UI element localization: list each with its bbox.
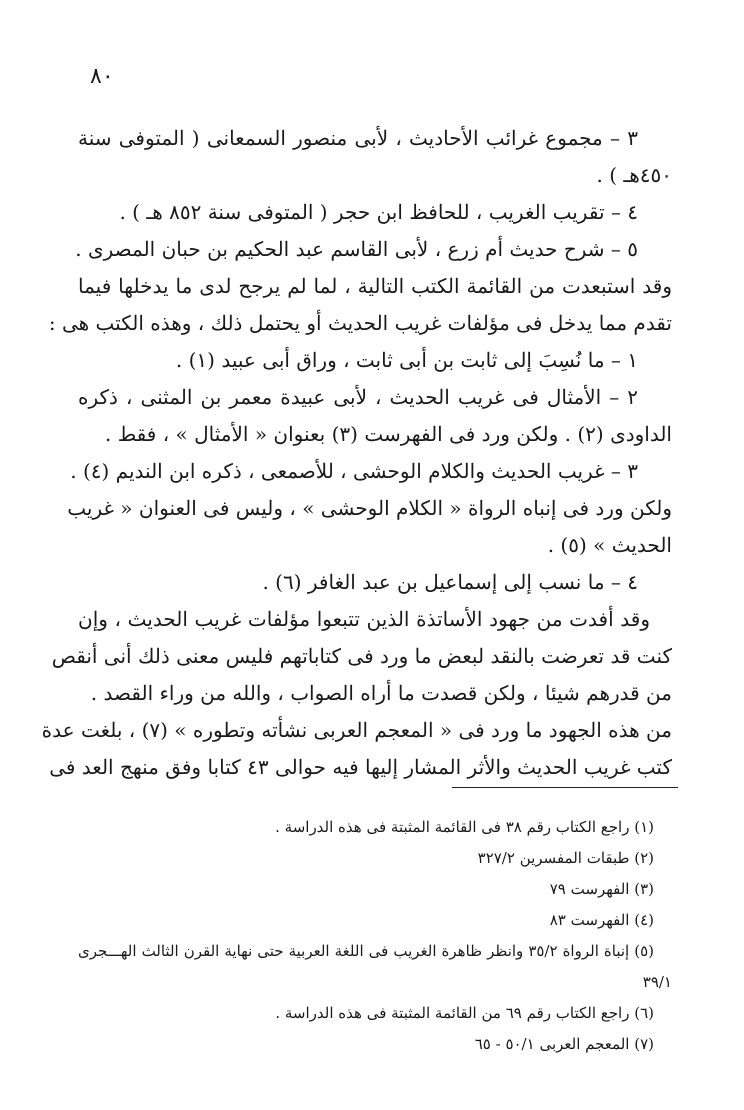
footnote: (٢) طبقات المفسرين ٣٢٧/٢ [477, 849, 654, 867]
body-line: من هذه الجهود ما ورد فى « المعجم العربى نشأته وتطوره » (٧) ، بلغت عدة [41, 718, 672, 742]
body-line: تقدم مما يدخل فى مؤلفات غريب الحديث أو يحتمل ذلك ، وهذه الكتب هى : [48, 311, 672, 335]
body-line: وقد أفدت من جهود الأساتذة الذين تتبعوا مؤلفات غريب الحديث ، وإن [78, 607, 650, 631]
body-line: الداودى (٢) . ولكن ورد فى الفهرست (٣) بعنوان « الأمثال » ، فقط . [104, 422, 672, 446]
body-line: الحديث » (٥) . [547, 533, 672, 557]
body-line: كتب غريب الحديث والأثر المشار إليها فيه حوالى ٤٣ كتابا وفق منهج العد فى [49, 755, 672, 779]
footnote-divider [452, 787, 678, 788]
body-line: ٥ – شرح حديث أم زرع ، لأبى القاسم عبد الحكيم بن حبان المصرى . [75, 237, 638, 261]
page-number: ٨٠ [90, 64, 114, 89]
body-text [41, 120, 672, 786]
body-line: ولكن ورد فى إنباه الرواة « الكلام الوحشى » ، وليس فى العنوان « غريب [67, 496, 672, 520]
footnote: (١) راجع الكتاب رقم ٣٨ فى القائمة المثبتة فى هذه الدراسة . [275, 818, 654, 836]
body-line: ٤ – تقريب الغريب ، للحافظ ابن حجر ( المتوفى سنة ٨٥٢ هـ ) . [119, 200, 638, 224]
footnotes [78, 812, 672, 1060]
body-line: ١ – ما نُسِبَ إلى ثابت بن أبى ثابت ، وراق أبى عبيد (١) . [175, 348, 638, 372]
footnote: (٥) إنباة الرواة ٣٥/٢ وانظر ظاهرة الغريب فى اللغة العربية حتى نهاية القرن الثالث الهـــجرى [78, 942, 654, 960]
footnote: (٣) الفهرست ٧٩ [549, 880, 654, 898]
footnote-continuation: ٣٩/١ [642, 973, 672, 991]
body-line: ٣ – غريب الحديث والكلام الوحشى ، للأصمعى ، ذكره ابن النديم (٤) . [70, 459, 638, 483]
footnote: (٧) المعجم العربى ٥٠/١ - ٦٥ [474, 1035, 654, 1053]
body-line: وقد استبعدت من القائمة الكتب التالية ، لما لم يرجح لدى ما يدخلها فيما [78, 274, 672, 298]
footnote: (٤) الفهرست ٨٣ [549, 911, 654, 929]
body-line: من قدرهم شيئا ، ولكن قصدت ما أراه الصواب ، والله من وراء القصد . [90, 681, 672, 705]
body-line: كنت قد تعرضت بالنقد لبعض ما ورد فى كتاباتهم فليس معنى ذلك أنى أنقص [51, 644, 672, 668]
footnote: (٦) راجع الكتاب رقم ٦٩ من القائمة المثبتة فى هذه الدراسة . [275, 1004, 654, 1022]
body-line: ٤٥٠هـ ) . [596, 163, 672, 187]
body-line: ٢ – الأمثال فى غريب الحديث ، لأبى عبيدة معمر بن المثنى ، ذكره [78, 385, 638, 409]
body-line: ٣ – مجموع غرائب الأحاديث ، لأبى منصور السمعانى ( المتوفى سنة [78, 126, 638, 150]
body-line: ٤ – ما نسب إلى إسماعيل بن عبد الغافر (٦) . [262, 570, 638, 594]
